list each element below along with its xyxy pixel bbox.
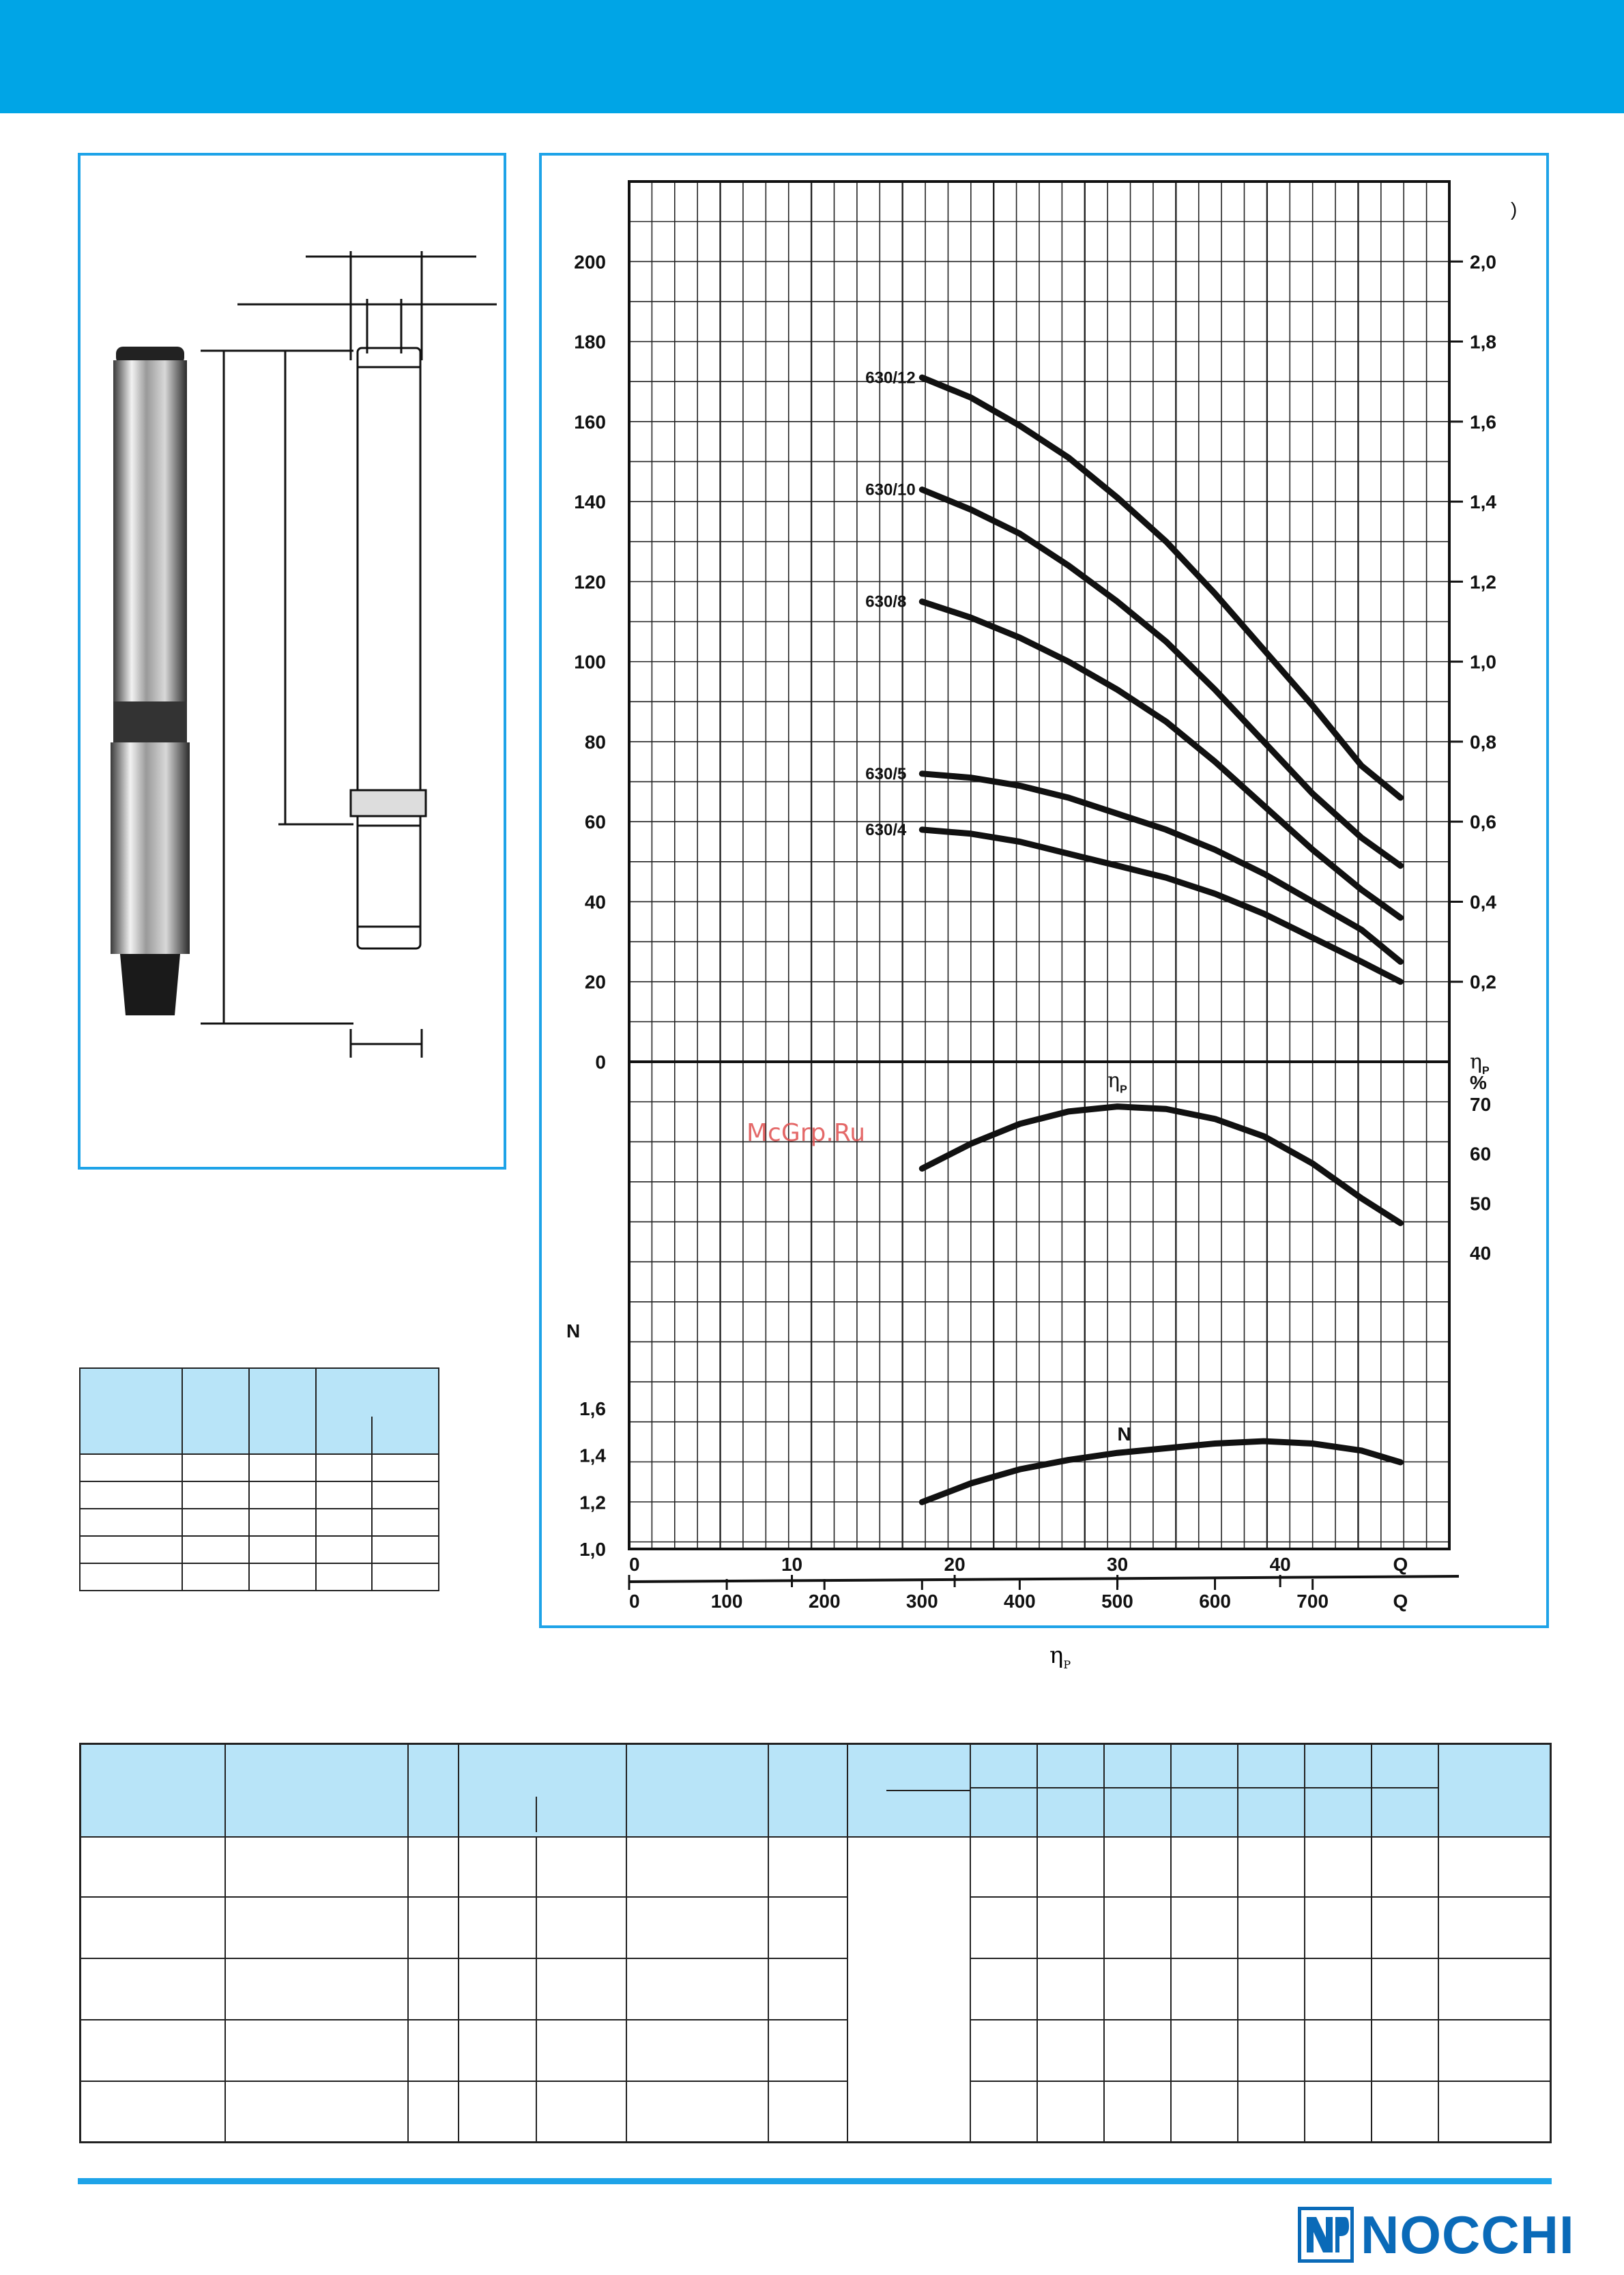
top-color-band [0, 0, 1624, 113]
eta-tick-label: 60 [1470, 1143, 1492, 1165]
x-tick-label-top: 20 [944, 1554, 966, 1575]
power-tick-label: 1,4 [579, 1445, 606, 1466]
small-table-header-cell [249, 1368, 316, 1454]
power-tick-label: 1,2 [579, 1492, 606, 1513]
x-tick-label-bottom: 500 [1101, 1591, 1133, 1612]
nocchi-logo [1298, 2205, 1575, 2264]
series-label: 630/4 [865, 820, 907, 839]
pump-photo [111, 347, 190, 1015]
y-tick-label-left: 80 [584, 731, 606, 753]
x-tick-label-bottom: Q [1393, 1591, 1408, 1612]
table-row [80, 1509, 439, 1536]
eta-curve-label-sub: P [1120, 1084, 1127, 1096]
table-row [81, 1837, 1551, 1897]
footer-line [78, 2178, 1552, 2184]
series-label: 630/10 [865, 480, 916, 499]
y-tick-label-left: 200 [574, 251, 606, 273]
pump-line-drawing [201, 251, 497, 1058]
eta-symbol: η [1049, 1642, 1064, 1669]
power-curve-label: N [1117, 1423, 1131, 1445]
y-tick-label-left: 0 [595, 1052, 606, 1073]
series-label: 630/8 [865, 592, 907, 611]
x-tick-label-top: Q [1393, 1554, 1408, 1575]
table-row [80, 1454, 439, 1481]
performance-chart [542, 156, 1546, 1625]
power-axis-label: N [566, 1320, 581, 1342]
power-tick-label: 1,0 [579, 1539, 606, 1560]
x-tick-label-top: 30 [1107, 1554, 1129, 1575]
y-tick-label-right: 2,0 [1470, 251, 1496, 273]
brand-name: NOCCHI [1361, 2204, 1575, 2265]
small-table-header-cell [182, 1368, 249, 1454]
table-row [81, 2081, 1551, 2143]
y-tick-label-left: 60 [584, 811, 606, 833]
x-tick-label-bottom: 0 [629, 1591, 640, 1612]
table-row [81, 1958, 1551, 2020]
table-row [80, 1536, 439, 1563]
y-tick-label-right: 1,2 [1470, 571, 1496, 593]
technical-data-table [79, 1743, 1552, 2143]
chart-corner-mark: ) [1511, 199, 1518, 220]
x-tick-label-bottom: 300 [905, 1591, 938, 1612]
x-tick-label-top: 40 [1269, 1554, 1291, 1575]
y-tick-label-right: 1,0 [1470, 651, 1496, 673]
series-label: 630/5 [865, 764, 907, 783]
y-tick-label-left: 20 [584, 971, 606, 993]
eta-tick-label: 40 [1470, 1243, 1492, 1264]
x-tick-label-top: 10 [781, 1554, 803, 1575]
y-tick-label-right: 0,4 [1470, 891, 1496, 913]
eta-label-below [1049, 1642, 1071, 1671]
eta-axis-symbol: η [1470, 1050, 1482, 1074]
eta-axis-subscript: P [1482, 1065, 1490, 1077]
x-tick-label-bottom: 100 [710, 1591, 743, 1612]
y-tick-label-left: 40 [584, 891, 606, 913]
y-tick-label-left: 180 [574, 331, 606, 353]
x-tick-label-top: 0 [629, 1554, 640, 1575]
eta-curve-label: η [1107, 1069, 1120, 1093]
performance-chart-panel [539, 153, 1549, 1628]
series-label: 630/12 [865, 368, 916, 388]
x-tick-label-bottom: 600 [1199, 1591, 1231, 1612]
eta-tick-label: 70 [1470, 1094, 1492, 1115]
table-row [81, 2020, 1551, 2081]
small-table-header-cell [80, 1368, 182, 1454]
y-tick-label-left: 120 [574, 571, 606, 593]
small-table-header-row [80, 1368, 439, 1454]
power-tick-label: 1,6 [579, 1398, 606, 1419]
y-tick-label-right: 1,8 [1470, 331, 1496, 353]
big-table-header-row-1 [81, 1744, 1551, 1788]
x-axis-top-line [629, 1576, 1459, 1582]
eta-tick-label: 50 [1470, 1193, 1492, 1215]
watermark: McGrp.Ru [746, 1119, 866, 1147]
y-tick-label-left: 160 [574, 411, 606, 433]
table-row [80, 1563, 439, 1591]
y-tick-label-right: 0,6 [1470, 811, 1496, 833]
eta-subscript: P [1063, 1657, 1071, 1671]
y-tick-label-right: 1,4 [1470, 491, 1496, 513]
y-tick-label-right: 0,8 [1470, 731, 1496, 753]
small-table-header-cell [316, 1368, 439, 1454]
x-tick-label-bottom: 200 [808, 1591, 841, 1612]
pump-drawing [81, 156, 504, 1167]
eta-axis-unit: % [1470, 1072, 1487, 1093]
small-dimension-table [79, 1367, 439, 1591]
y-tick-label-left: 140 [574, 491, 606, 513]
y-tick-label-left: 100 [574, 651, 606, 673]
x-tick-label-bottom: 400 [1004, 1591, 1036, 1612]
table-row [81, 1897, 1551, 1958]
logo-mark [1298, 2207, 1354, 2263]
pump-illustration-panel [78, 153, 506, 1170]
x-tick-label-bottom: 700 [1296, 1591, 1329, 1612]
y-tick-label-right: 0,2 [1470, 971, 1496, 993]
y-tick-label-right: 1,6 [1470, 411, 1496, 433]
table-row [80, 1481, 439, 1509]
